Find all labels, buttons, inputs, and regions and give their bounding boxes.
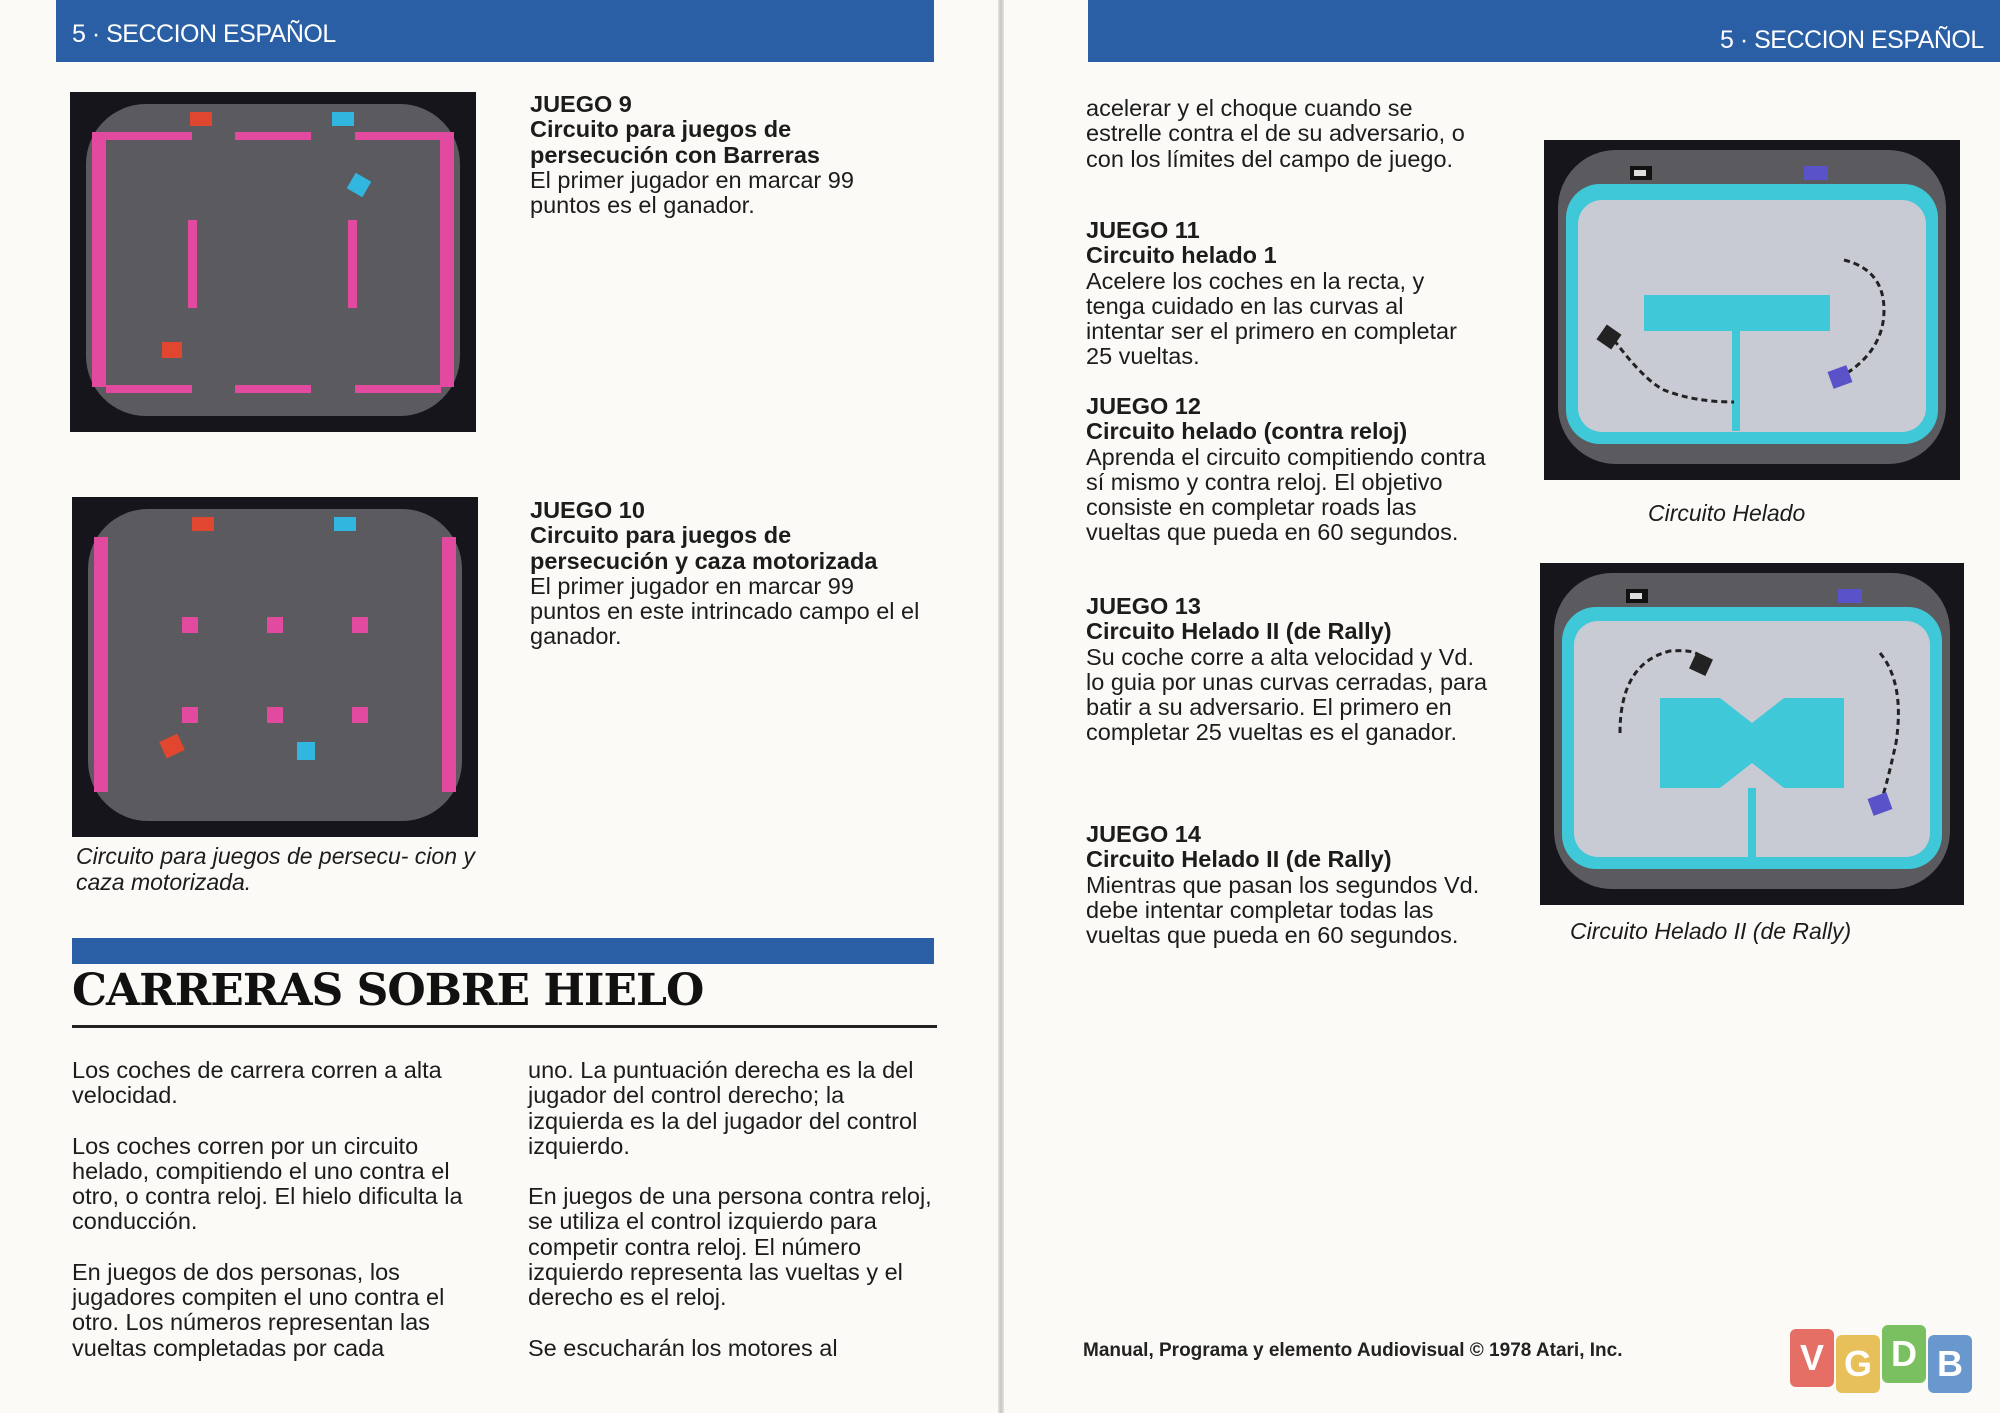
game12-body: Aprenda el circuito compitiendo contra sí mismo y contra reloj. El objetivo consiste en completar roads las vueltas que pueda en 60 segundos. [1086,443,1486,546]
header-label-right: 5 · SECCION ESPAÑOL [1720,26,1984,54]
game13-body: Su coche corre a alta velocidad y Vd. lo guia por unas curvas cerradas, para batir a su adversario. El primero en completar 25 vueltas es el ganador. [1086,643,1488,746]
col2-paragraph-2: En juegos de una persona contra reloj, se utiliza el control izquierdo para competir contra reloj. El número izquierdo representa las vueltas y el derecho es el reloj. [528,1183,932,1311]
game10-text [530,498,930,650]
logo-letter-g: G [1836,1335,1880,1393]
game12-number: JUEGO 12 [1086,393,1201,419]
col2-paragraph-3: Se escucharán los motores al [528,1334,838,1361]
game12-text [1086,394,1496,546]
game11-text [1086,218,1486,370]
page-spine [998,0,1004,1413]
circuito-helado-screenshot [1544,140,1960,480]
caption-helado: Circuito Helado [1648,500,1806,526]
section-rule [72,1025,937,1028]
game11-title: Circuito helado 1 [1086,242,1277,269]
game13-text [1086,594,1496,746]
game9-number: JUEGO 9 [530,91,632,117]
section-title: CARRERAS SOBRE HIELO [72,965,704,1016]
game14-title: Circuito Helado II (de Rally) [1086,846,1392,873]
game10-title: Circuito para juegos de persecución y caza motorizada [530,522,878,574]
logo-letter-b: B [1928,1335,1972,1393]
col1-paragraph-3: En juegos de dos personas, los jugadores compiten el uno contra el otro. Los números representan las vueltas completadas por cada [72,1258,445,1361]
game10-caption: Circuito para juegos de persecu- cion y caza motorizada. [76,843,475,895]
game14-number: JUEGO 14 [1086,821,1201,847]
logo-letter-d: D [1882,1325,1926,1383]
game10-number: JUEGO 10 [530,497,645,523]
circuito-helado-2-screenshot [1540,563,1964,905]
game10-body: El primer jugador en marcar 99 puntos en este intrincado campo el el ganador. [530,572,920,650]
section-column-1 [72,1058,492,1386]
caption-helado-2: Circuito Helado II (de Rally) [1570,918,1852,944]
game14-text [1086,822,1496,948]
game12-title: Circuito helado (contra reloj) [1086,418,1408,445]
game11-body: Acelere los coches en la recta, y tenga cuidado en las curvas al intentar ser el primero en completar 25 vueltas. [1086,267,1457,370]
game14-body: Mientras que pasan los segundos Vd. debe intentar completar todas las vueltas que pueda en 60 segundos. [1086,871,1480,949]
section-band [72,938,934,964]
game13-title: Circuito Helado II (de Rally) [1086,618,1392,645]
header-label-left: 5 · SECCION ESPAÑOL [72,20,336,48]
col1-paragraph-1: Los coches de carrera corren a alta velocidad. [72,1057,442,1109]
right-intro: acelerar y el choque cuando se estrelle contra el de su adversario, o con los límites del campo de juego. [1086,95,1465,172]
game9-title: Circuito para juegos de persecución con Barreras [530,116,820,168]
copyright-footer: Manual, Programa y elemento Audiovisual © 1978 Atari, Inc. [1083,1340,1623,1361]
vgdb-logo [1790,1325,1990,1397]
col2-paragraph-1: uno. La puntuación derecha es la del jugador del control derecho; la izquierda es la del jugador del control izquierdo. [528,1057,918,1159]
game9-body: El primer jugador en marcar 99 puntos es el ganador. [530,166,854,219]
game10-screenshot [72,497,478,837]
game9-text [530,92,930,218]
logo-letter-v: V [1790,1329,1834,1387]
game9-screenshot [70,92,476,432]
game13-number: JUEGO 13 [1086,593,1201,619]
game11-number: JUEGO 11 [1086,217,1200,243]
section-column-2 [528,1058,938,1386]
col1-paragraph-2: Los coches corren por un circuito helado, compitiendo el uno contra el otro, o contra reloj. El hielo dificulta la conducción. [72,1132,463,1235]
